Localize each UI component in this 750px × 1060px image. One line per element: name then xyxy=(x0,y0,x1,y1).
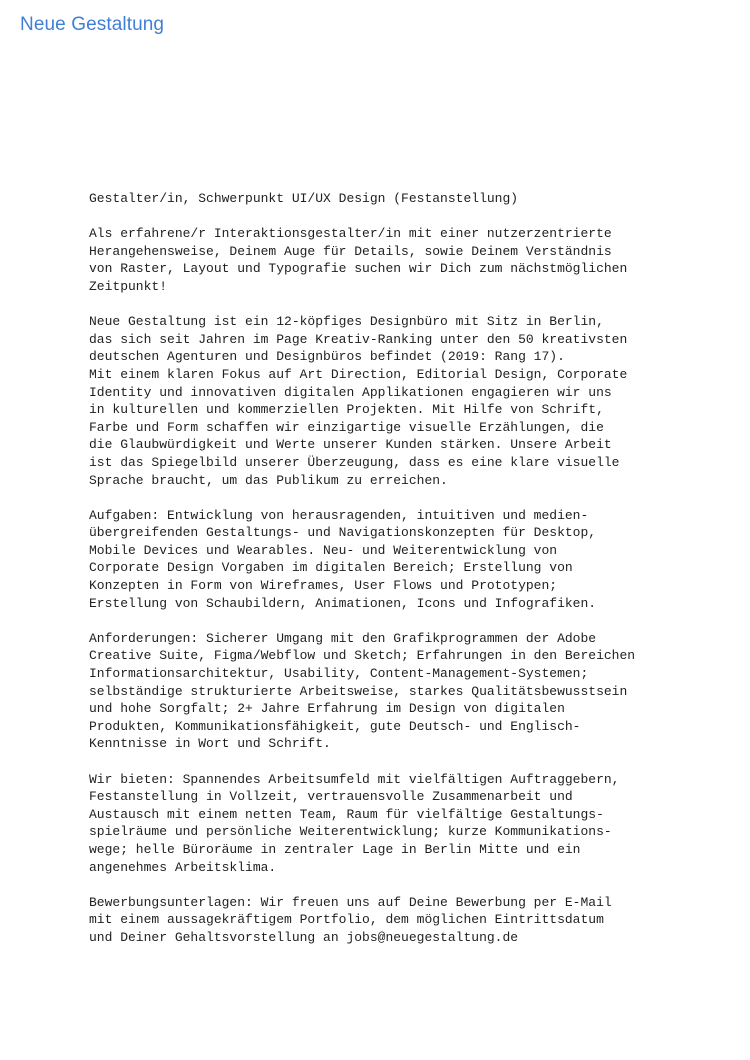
application-paragraph xyxy=(89,894,709,947)
text-line: und hohe Sorgfalt; 2+ Jahre Erfahrung im Design von digitalen xyxy=(89,701,565,717)
requirements-paragraph xyxy=(89,630,709,753)
tasks-paragraph xyxy=(89,507,709,613)
text-line: Farbe und Form schaffen wir einzigartige visuelle Erzählungen, die xyxy=(89,419,604,435)
text-line: Anforderungen: Sicherer Umgang mit den Grafikprogrammen der Adobe xyxy=(89,630,597,646)
text-line: Identity und innovativen digitalen Applikationen engagieren wir uns xyxy=(89,384,612,400)
text-line: Corporate Design Vorgaben im digitalen Bereich; Erstellung von xyxy=(89,560,573,576)
text-line: Erstellung von Schaubildern, Animationen, Icons und Infografiken. xyxy=(89,595,597,611)
text-line: spielräume und persönliche Weiterentwicklung; kurze Kommunikations- xyxy=(89,824,612,840)
intro-paragraph xyxy=(89,225,709,295)
offer-paragraph xyxy=(89,771,709,877)
text-line: Informationsarchitektur, Usability, Content-Management-Systemen; xyxy=(89,666,589,682)
text-line: Creative Suite, Figma/Webflow und Sketch; Erfahrungen in den Bereichen xyxy=(89,648,636,664)
job-title-paragraph xyxy=(89,190,709,208)
text-line: Sprache braucht, um das Publikum zu erreichen. xyxy=(89,472,448,488)
text-line: Wir bieten: Spannendes Arbeitsumfeld mit vielfältigen Auftraggebern, xyxy=(89,771,620,787)
text-line: Austausch mit einem netten Team, Raum für vielfältige Gestaltungs- xyxy=(89,806,604,822)
company-paragraph xyxy=(89,313,709,489)
text-line: selbständige strukturierte Arbeitsweise, starkes Qualitätsbewusstsein xyxy=(89,683,628,699)
text-line: wege; helle Büroräume in zentraler Lage in Berlin Mitte und ein xyxy=(89,841,581,857)
text-line: in kulturellen und kommerziellen Projekten. Mit Hilfe von Schrift, xyxy=(89,402,604,418)
text-line: von Raster, Layout und Typografie suchen wir Dich zum nächstmöglichen xyxy=(89,261,628,277)
text-line: Zeitpunkt! xyxy=(89,278,168,294)
text-line: die Glaubwürdigkeit und Werte unserer Kunden stärken. Unsere Arbeit xyxy=(89,437,612,453)
text-line: Konzepten in Form von Wireframes, User Flows und Prototypen; xyxy=(89,578,558,594)
text-line: angenehmes Arbeitsklima. xyxy=(89,859,277,875)
text-line: Festanstellung in Vollzeit, vertrauensvolle Zusammenarbeit und xyxy=(89,789,573,805)
text-line: deutschen Agenturen und Designbüros befindet (2019: Rang 17). xyxy=(89,349,565,365)
text-line: Mit einem klaren Fokus auf Art Direction, Editorial Design, Corporate xyxy=(89,366,628,382)
text-line: das sich seit Jahren im Page Kreativ-Ranking unter den 50 kreativsten xyxy=(89,331,628,347)
text-line: Neue Gestaltung ist ein 12-köpfiges Designbüro mit Sitz in Berlin, xyxy=(89,314,604,330)
logo-wordmark: Neue Gestaltung xyxy=(20,14,165,35)
text-line: Mobile Devices und Wearables. Neu- und Weiterentwicklung von xyxy=(89,542,558,558)
text-line: Aufgaben: Entwicklung von herausragenden, intuitiven und medien- xyxy=(89,507,589,523)
text-line: Kenntnisse in Wort und Schrift. xyxy=(89,736,331,752)
text-line: Gestalter/in, Schwerpunkt UI/UX Design (Festanstellung) xyxy=(89,191,519,206)
text-line: übergreifenden Gestaltungs- und Navigationskonzepten für Desktop, xyxy=(89,525,597,541)
text-line: Als erfahrene/r Interaktionsgestalter/in mit einer nutzerzentrierte xyxy=(89,226,612,242)
text-line: Produkten, Kommunikationsfähigkeit, gute Deutsch- und Englisch- xyxy=(89,718,581,734)
text-line: mit einem aussagekräftigem Portfolio, dem möglichen Eintrittsdatum xyxy=(89,912,604,928)
text-line: Herangehensweise, Deinem Auge für Details, sowie Deinem Verständnis xyxy=(89,243,612,259)
text-line: ist das Spiegelbild unserer Überzeugung, dass es eine klare visuelle xyxy=(89,454,620,470)
job-posting-document xyxy=(89,190,709,964)
text-line: Bewerbungsunterlagen: Wir freuen uns auf Deine Bewerbung per E-Mail xyxy=(89,894,612,910)
text-line: und Deiner Gehaltsvorstellung an jobs@neuegestaltung.de xyxy=(89,929,519,945)
